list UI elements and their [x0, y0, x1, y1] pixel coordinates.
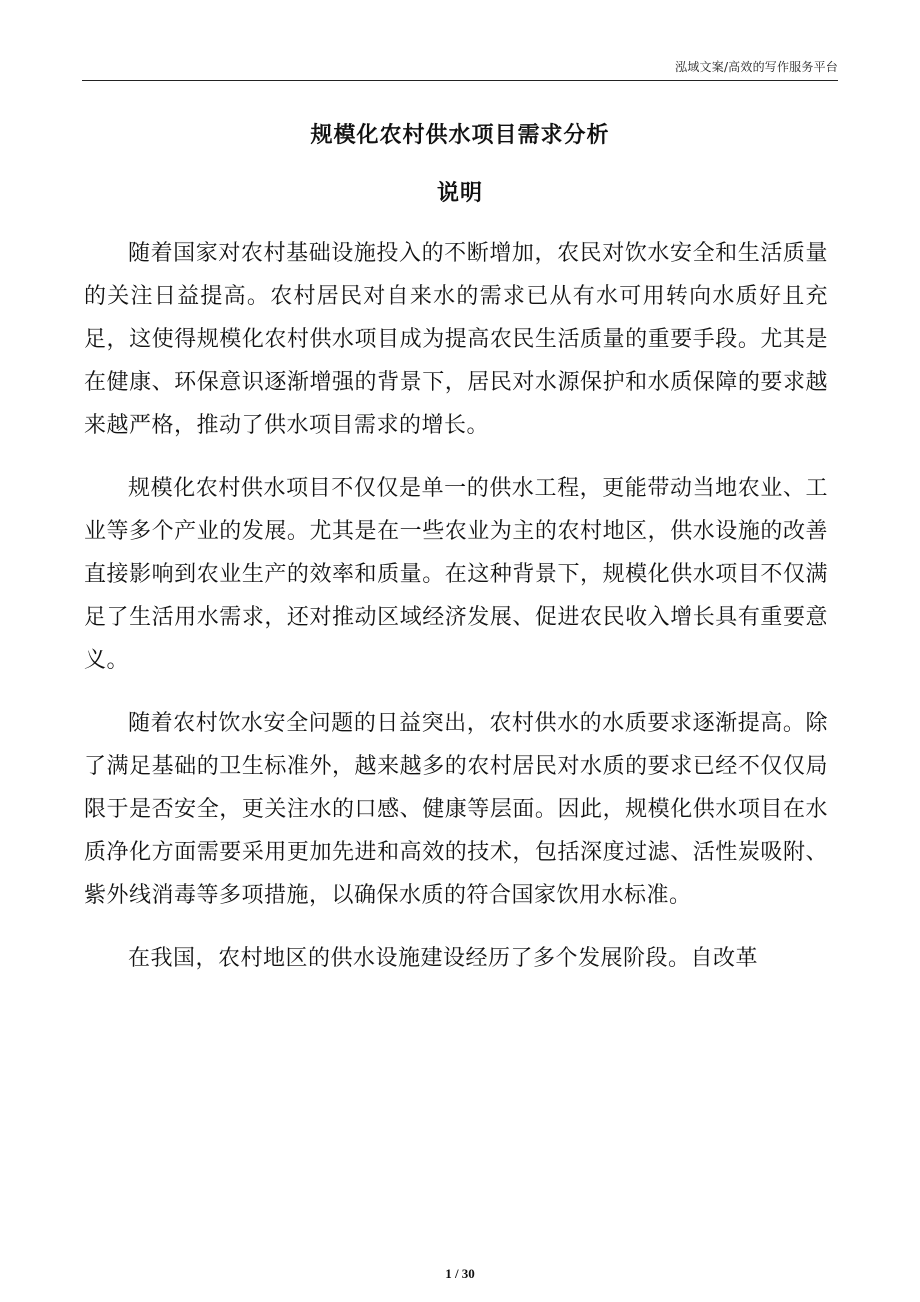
section-heading: 说明 [436, 181, 483, 206]
page-number: 1 / 30 [445, 1266, 475, 1281]
page-header: 泓域文案/高效的写作服务平台 [675, 60, 838, 74]
paragraph: 随着农村饮水安全问题的日益突出，农村供水的水质要求逐渐提高。除了满足基础的卫生标准外，越来越多的农村居民对水质的要求已经不仅仅局限于是否安全，更关注水的口感、健康等层面。因此，规模化供水项目在水质净化方面需要采用更加先进和高效的技术，包括深度过滤、活性炭吸附、紫外线消毒等多项措施，以确保水质的符合国家饮用水标准。 [84, 711, 828, 908]
paragraph: 规模化农村供水项目不仅仅是单一的供水工程，更能带动当地农业、工业等多个产业的发展。尤其是在一些农业为主的农村地区，供水设施的改善直接影响到农业生产的效率和质量。在这种背景下，规模化供水项目不仅满足了生活用水需求，还对推动区域经济发展、促进农民收入增长具有重要意义。 [84, 476, 828, 673]
paragraph: 随着国家对农村基础设施投入的不断增加，农民对饮水安全和生活质量的关注日益提高。农村居民对自来水的需求已从有水可用转向水质好且充足，这使得规模化农村供水项目成为提高农民生活质量的重要手段。尤其是在健康、环保意识逐渐增强的背景下，居民对水源保护和水质保障的要求越来越严格，推动了供水项目需求的增长。 [84, 241, 828, 438]
header-rule [82, 80, 838, 81]
document-title: 规模化农村供水项目需求分析 [310, 123, 610, 148]
document-body [84, 232, 828, 1000]
paragraph: 在我国，农村地区的供水设施建设经历了多个发展阶段。自改革 [128, 946, 759, 971]
